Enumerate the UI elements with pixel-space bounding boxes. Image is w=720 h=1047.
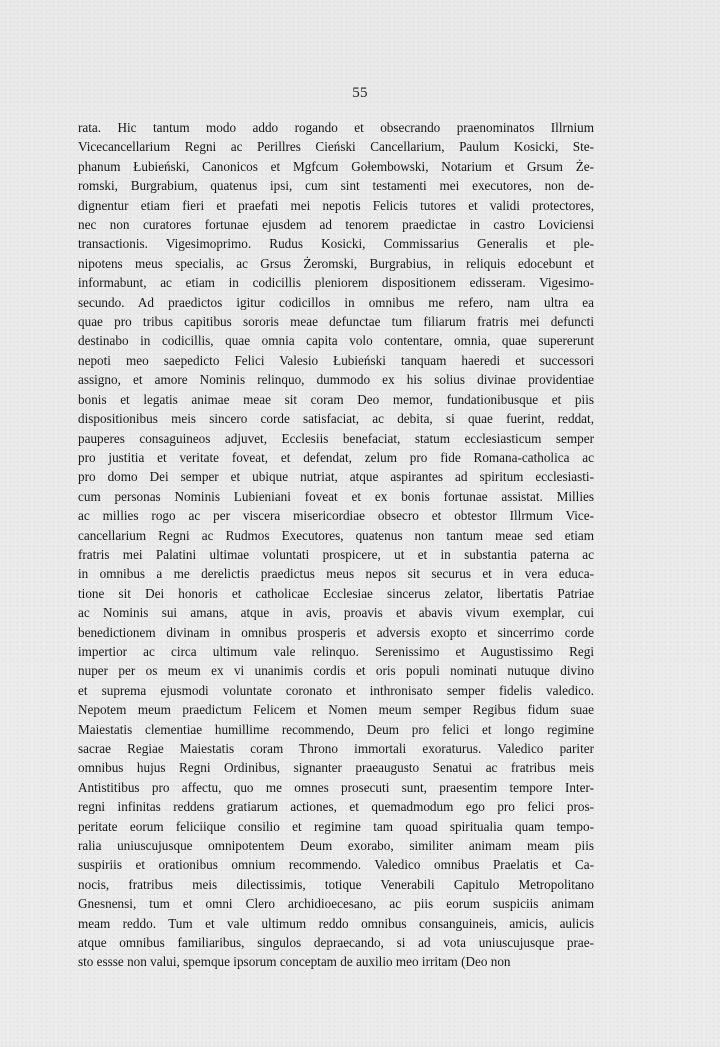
text-line: informabunt, ac etiam in codicillis pleniorem dispositionem edisseram. Vigesimo- bbox=[78, 275, 594, 291]
text-line: omnibus hujus Regni Ordinibus, signanter praeaugusto Senatui ac fratribus meis bbox=[78, 760, 594, 776]
text-line: nec non curatores fortunae ejusdem ad tenorem praedictae in castro Loviciensi bbox=[78, 217, 594, 233]
text-line: pro domo Dei semper et ubique nutriat, atque aspirantes ad spiritum ecclesiasti- bbox=[78, 469, 594, 485]
text-line: fratris mei Palatini ultimae voluntati prospicere, ut et in substantia paterna ac bbox=[78, 546, 594, 562]
text-line: cum personas Nominis Lubieniani foveat et ex bonis fortunae assistat. Millies bbox=[78, 488, 594, 504]
text-line: et suprema ejusmodi voluntate coronato et inthronisato semper fidelis valedico. bbox=[78, 682, 594, 698]
text-line: meam reddo. Tum et vale ultimum reddo omnibus consanguineis, amicis, aulicis bbox=[78, 915, 594, 931]
text-line: benedictionem divinam in omnibus prosperis et adversis exopto et sincerrimo corde bbox=[78, 624, 594, 640]
text-line: destinabo in codicillis, quae omnia capita volo contentare, omnia, quae supererunt bbox=[78, 333, 594, 349]
text-line: in omnibus a me derelictis praedictus meus nepos sit securus et in vera educa- bbox=[78, 566, 594, 582]
text-line: ac Nominis sui amans, atque in avis, proavis et abavis vivum exemplar, cui bbox=[78, 605, 594, 621]
text-line: pro justitia et veritate foveat, et defendat, zelum pro fide Romana-catholica ac bbox=[78, 449, 594, 465]
text-line: ralia uniuscujusque omnipotentem Deum exorabo, similiter animam meam piis bbox=[78, 838, 594, 854]
text-line: Vicecancellarium Regni ac Perillres Cieński Cancellarium, Paulum Kosicki, Ste- bbox=[78, 139, 594, 155]
text-line: pauperes consaguineos adjuvet, Ecclesiis benefaciat, statum ecclesiasticum semper bbox=[78, 430, 594, 446]
text-line: phanum Łubieński, Canonicos et Mgfcum Gołembowski, Notarium et Grsum Że- bbox=[78, 158, 594, 174]
text-line: tione sit Dei honoris et catholicae Ecclesiae sincerus zelator, libertatis Patriae bbox=[78, 585, 594, 601]
text-line: Maiestatis clementiae humillime recommendo, Deum pro felici et longo regimine bbox=[78, 721, 594, 737]
text-line: suspiriis et orationibus omnium recommendo. Valedico omnibus Praelatis et Ca- bbox=[78, 857, 594, 873]
text-line: nocis, fratribus meis dilectissimis, totique Venerabili Capitulo Metropolitano bbox=[78, 876, 594, 892]
page-number: 55 bbox=[352, 85, 368, 101]
text-line: nuper per os meum ex vi unanimis cordis et oris populi nominati nutuque divino bbox=[78, 663, 594, 679]
text-line: atque omnibus familiaribus, singulos depraecando, si ad vota uniuscujusque prae- bbox=[78, 935, 594, 951]
text-line: sto essse non valui, spemque ipsorum conceptam de auxilio meo irritam (Deo non bbox=[78, 954, 511, 970]
text-line: Antistitibus pro affectu, quo me omnes prosecuti sunt, praesentim tempore Inter- bbox=[78, 779, 594, 795]
text-line: ac millies rogo ac per viscera misericordiae obsecro et obtestor Illrmum Vice- bbox=[78, 508, 594, 524]
text-line: cancellarium Regni ac Rudmos Executores, quatenus non tantum meae sed etiam bbox=[78, 527, 594, 543]
text-line: peritate eorum feliciique consilio et regimine tam quoad spiritualia quam tempo- bbox=[78, 818, 594, 834]
text-line: dispositionibus meis sincero corde satisfaciat, ac debita, si quae fuerint, reddat, bbox=[78, 411, 594, 427]
text-line: Nepotem meum praedictum Felicem et Nomen meum semper Regibus fidum suae bbox=[78, 702, 594, 718]
text-line: impertior ac circa ultimum vale relinquo. Serenissimo et Augustissimo Regi bbox=[78, 643, 594, 659]
text-line: regni infinitas reddens gratiarum actiones, et quemadmodum ego pro felici pros- bbox=[78, 799, 594, 815]
text-line: sacrae Regiae Maiestatis coram Throno immortali exoraturus. Valedico pariter bbox=[78, 741, 594, 756]
text-line: quae pro tribus capitibus sororis meae defunctae tum filiarum fratris mei defuncti bbox=[78, 314, 594, 330]
text-line: transactionis. Vigesimoprimo. Rudus Kosicki, Commissarius Generalis et ple- bbox=[78, 236, 594, 252]
text-line: rata. Hic tantum modo addo rogando et obsecrando praenominatos Illrnium bbox=[78, 120, 594, 135]
text-line: assigno, et amore Nominis relinquo, dummodo ex his solius divinae providentiae bbox=[78, 372, 594, 388]
text-line: bonis et legatis animae meae sit coram Deo memor, fundationibusque et piis bbox=[78, 391, 594, 407]
text-line: nipotens meus specialis, ac Grsus Żeromski, Burgrabius, in reliquis edocebunt et bbox=[78, 255, 594, 271]
text-line: secundo. Ad praedictos igitur codicillos in omnibus me refero, nam ultra ea bbox=[78, 294, 594, 310]
body-text bbox=[78, 118, 594, 972]
text-line: dignentur etiam fieri et praefati mei nepotis Felicis tutores et validi protectores, bbox=[78, 197, 594, 213]
text-line: nepoti meo saepedicto Felici Valesio Łubieński tanquam haeredi et successori bbox=[78, 352, 594, 368]
text-line: Gnesnensi, tum et omni Clero archidioecesano, ac piis eorum suspiciis animam bbox=[78, 896, 594, 912]
text-line: romski, Burgrabium, quatenus ipsi, cum sint testamenti mei executores, non de- bbox=[78, 178, 594, 194]
